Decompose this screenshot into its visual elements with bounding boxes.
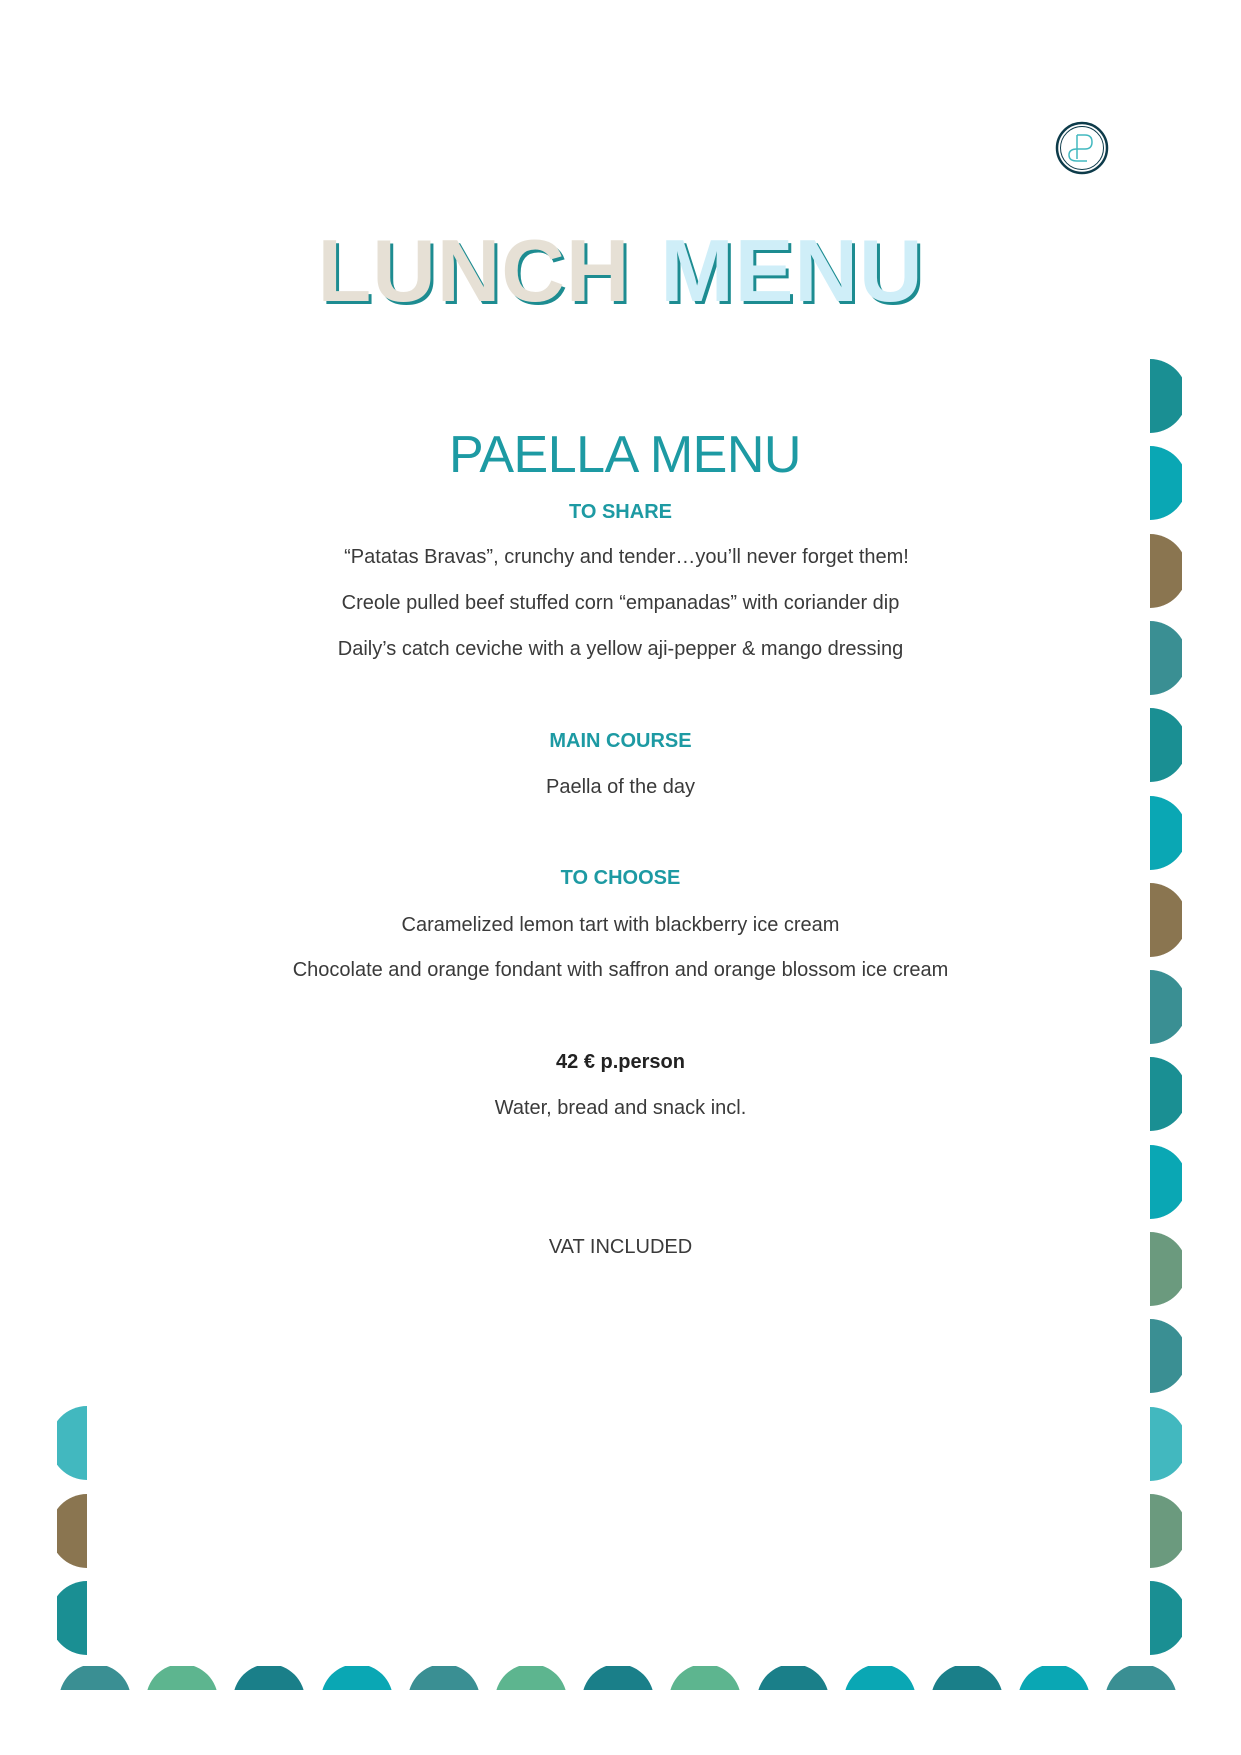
menu-item: Creole pulled beef stuffed corn “empanadas” with coriander dip — [341, 592, 900, 614]
section-heading-to-share: TO SHARE — [569, 501, 672, 523]
half-circle-decoration — [408, 1666, 480, 1690]
half-circle-decoration — [1150, 534, 1182, 608]
half-circle-decoration — [1150, 1407, 1182, 1481]
half-circle-decoration — [1150, 621, 1182, 695]
half-circle-decoration — [233, 1666, 305, 1690]
menu-item: “Patatas Bravas”, crunchy and tender…you’ll never forget them! — [344, 546, 909, 568]
half-circle-decoration — [1105, 1666, 1177, 1690]
half-circle-decoration — [669, 1666, 741, 1690]
half-circle-decoration — [146, 1666, 218, 1690]
half-circle-decoration — [1150, 1581, 1182, 1655]
menu-item: Daily’s catch ceviche with a yellow aji-pepper & mango dressing — [337, 638, 904, 660]
half-circle-decoration — [57, 1406, 87, 1480]
half-circle-decoration — [757, 1666, 829, 1690]
half-circle-decoration — [1018, 1666, 1090, 1690]
menu-item: Chocolate and orange fondant with saffron and orange blossom ice cream — [292, 959, 949, 981]
half-circle-decoration — [1150, 1319, 1182, 1393]
title-word-lunch: LUNCH — [317, 221, 631, 320]
title-word-menu: MENU — [660, 221, 924, 320]
half-circle-decoration — [1150, 708, 1182, 782]
vat-note: VAT INCLUDED — [548, 1236, 693, 1258]
half-circle-decoration — [1150, 359, 1182, 433]
half-circle-decoration — [582, 1666, 654, 1690]
half-circle-decoration — [57, 1581, 87, 1655]
half-circle-decoration — [1150, 446, 1182, 520]
half-circle-decoration — [1150, 1232, 1182, 1306]
half-circle-decoration — [1150, 1145, 1182, 1219]
half-circle-decoration — [1150, 970, 1182, 1044]
half-circle-decoration — [1150, 1494, 1182, 1568]
half-circle-decoration — [844, 1666, 916, 1690]
paella-menu-title: PAELLA MENU — [449, 426, 801, 484]
half-circle-decoration — [1150, 883, 1182, 957]
half-circle-decoration — [321, 1666, 393, 1690]
p-monogram-logo-icon — [1055, 121, 1109, 175]
menu-item: Paella of the day — [546, 776, 695, 798]
half-circle-decoration — [1150, 796, 1182, 870]
half-circle-decoration — [931, 1666, 1003, 1690]
section-heading-main-course: MAIN COURSE — [549, 730, 692, 752]
half-circle-decoration — [495, 1666, 567, 1690]
price: 42 € p.person — [556, 1051, 685, 1073]
price-note: Water, bread and snack incl. — [494, 1097, 747, 1119]
lunch-menu-title — [0, 220, 1241, 320]
menu-item: Caramelized lemon tart with blackberry ice cream — [401, 914, 840, 936]
half-circle-decoration — [1150, 1057, 1182, 1131]
section-heading-to-choose: TO CHOOSE — [560, 867, 681, 889]
half-circle-decoration — [59, 1666, 131, 1690]
half-circle-decoration — [57, 1494, 87, 1568]
